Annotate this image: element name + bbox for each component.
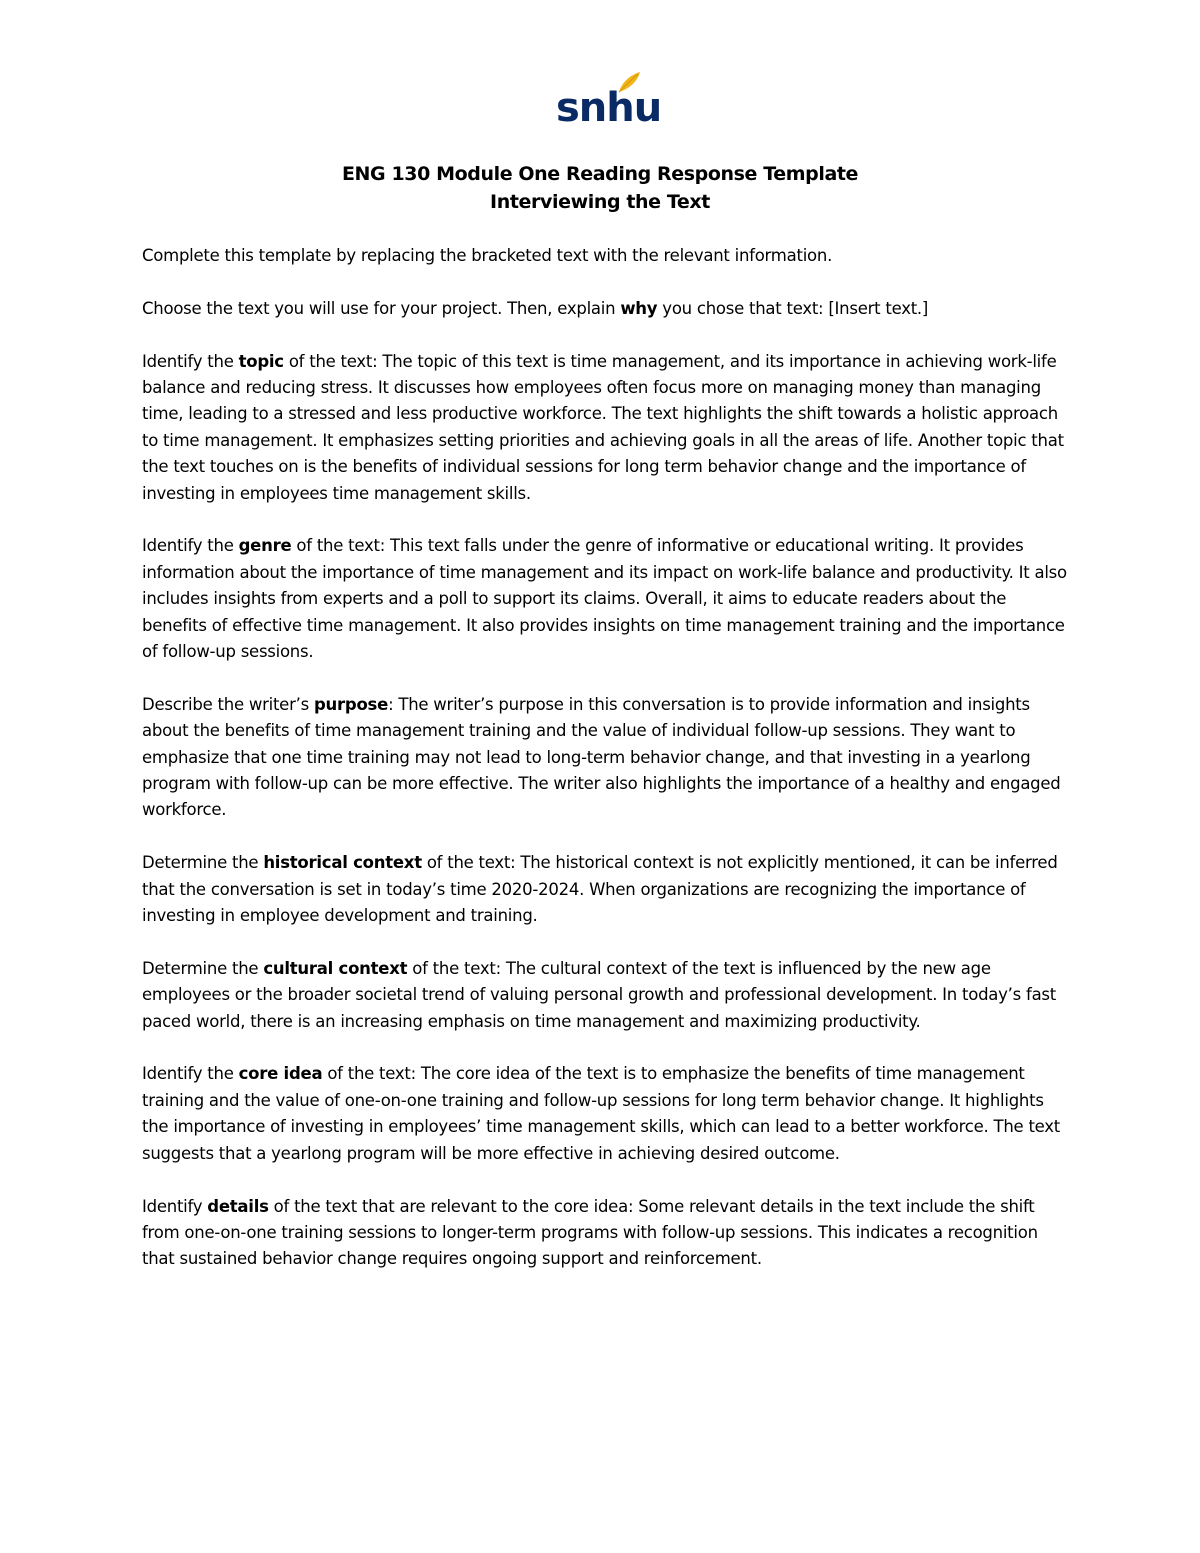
- section-response: of the text: The historical context is not explicitly mentioned, it can be inferred that the conversation is set in today’s time 2020-2024. When organizations are recognizing the importance of investing in employee development and training.: [142, 853, 1058, 926]
- section-response: of the text: The cultural context of the text is influenced by the new age employees or the broader societal trend of valuing personal growth and professional development. In today’s fast paced world, there is an increasing emphasis on time management and maximizing productivity.: [142, 958, 1056, 1031]
- section-response: of the text: The core idea of the text is to emphasize the benefits of time management training and the value of one-on-one training and follow-up sessions for long term behavior change. It highlights the importance of investing in employees’ time management skills, which can lead to a better workforce. The text suggests that a yearlong program will be more effective in achieving desired outcome.: [142, 1064, 1061, 1163]
- section-response: of the text: This text falls under the genre of informative or educational writing. It provides information about the importance of time management and its impact on work-life balance and productivity. It also includes insights from experts and a poll to support its claims. Overall, it aims to educate readers about the benefits of effective time management. It also provides insights on time management training and the importance of follow-up sessions.: [142, 536, 1067, 662]
- section-purpose: [142, 692, 1072, 824]
- section-keyword: why: [620, 298, 658, 318]
- section-core-idea: [142, 1061, 1072, 1167]
- section-prefix: Identify the: [142, 351, 239, 371]
- section-prefix: Choose the text you will use for your project. Then, explain: [142, 298, 621, 318]
- section-prefix: Identify: [142, 1196, 208, 1216]
- section-prefix: Determine the: [142, 958, 264, 978]
- section-prefix: Identify the: [142, 536, 239, 556]
- document-title: [0, 160, 1200, 216]
- section-response: of the text: The topic of this text is time management, and its importance in achieving work-life balance and reducing stress. It discusses how employees often focus more on managing money than managing time, leading to a stressed and less productive workforce. The text highlights the shift towards a holistic approach to time management. It emphasizes setting priorities and achieving goals in all the areas of life. Another topic that the text touches on is the benefits of individual sessions for long term behavior change and the importance of investing in employees time management skills.: [142, 351, 1064, 503]
- section-details: [142, 1194, 1072, 1273]
- section-keyword: topic: [238, 351, 284, 371]
- section-genre: [142, 533, 1072, 665]
- section-keyword: cultural context: [263, 958, 408, 978]
- section-prefix: Describe the writer’s: [142, 694, 314, 714]
- document-body: [142, 243, 1072, 1299]
- section-response: of the text that are relevant to the core idea: Some relevant details in the text include the shift from one-on-one training sessions to longer-term programs with follow-up sessions. This indicates a recognition that sustained behavior change requires ongoing support and reinforcement.: [142, 1196, 1038, 1269]
- section-response: you chose that text: [Insert text.]: [657, 298, 929, 318]
- section-cultural-context: [142, 956, 1072, 1035]
- section-response: : The writer’s purpose in this conversation is to provide information and insights about the benefits of time management training and the value of individual follow-up sessions. They want to emphasize that one time training may not lead to long-term behavior change, and that investing in a yearlong program with follow-up can be more effective. The writer also highlights the importance of a healthy and engaged workforce.: [142, 694, 1061, 820]
- title-line-2: Interviewing the Text: [490, 191, 710, 213]
- section-keyword: details: [207, 1196, 269, 1216]
- section-topic: [142, 349, 1072, 507]
- section-keyword: core idea: [238, 1064, 323, 1084]
- section-prefix: Determine the: [142, 853, 264, 873]
- section-keyword: genre: [238, 536, 292, 556]
- instructions-paragraph: Complete this template by replacing the bracketed text with the relevant information.: [142, 246, 833, 265]
- section-prefix: Identify the: [142, 1064, 239, 1084]
- section-why: [142, 296, 1072, 322]
- snhu-logo: [548, 68, 662, 138]
- section-keyword: historical context: [263, 853, 422, 873]
- logo-wordmark: snhu: [556, 85, 662, 131]
- section-historical-context: [142, 850, 1072, 929]
- section-keyword: purpose: [313, 694, 389, 714]
- title-line-1: ENG 130 Module One Reading Response Template: [341, 163, 859, 185]
